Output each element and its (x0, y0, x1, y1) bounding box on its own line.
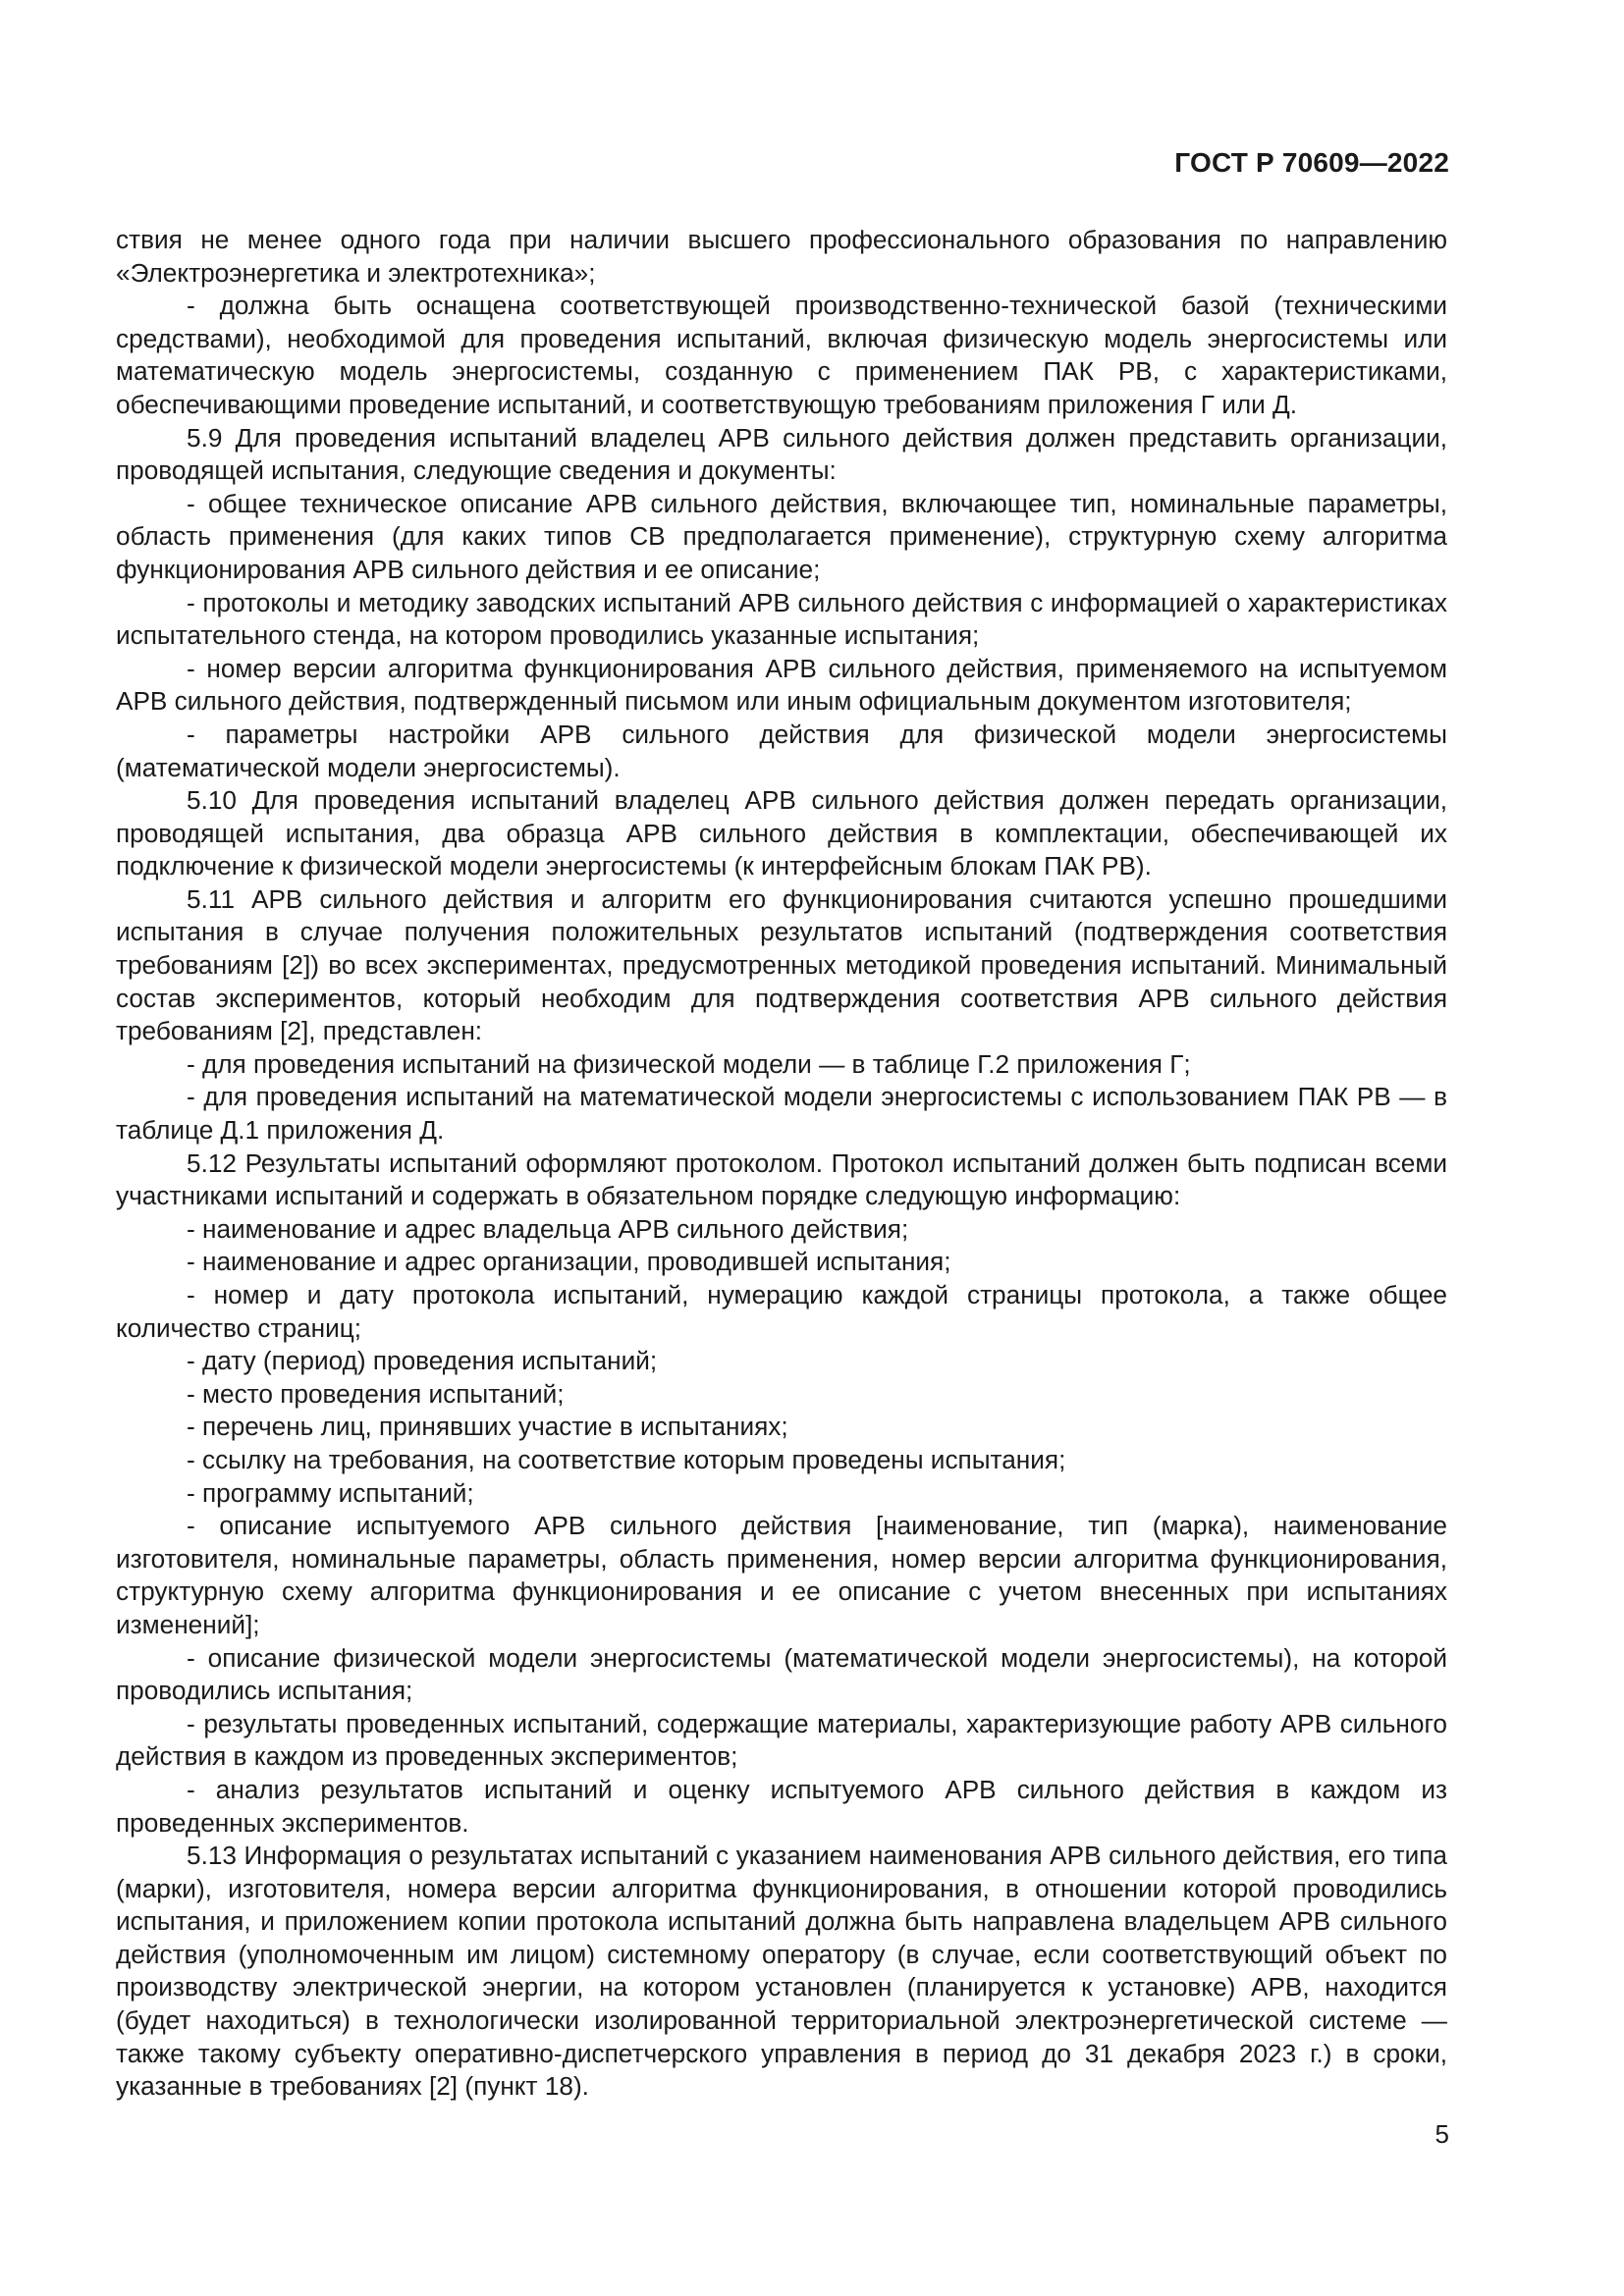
paragraph: - должна быть оснащена соответствующей производственно-технической базой (техническими средствами), необходимой для проведения испытаний, включая физическую модель энергосистемы или математическую модель энергосистемы, созданную с применением ПАК РВ, с характеристиками, обеспечивающими проведение испытаний, и соответствующую требованиям приложения Г или Д. (116, 291, 1447, 419)
paragraph: - место проведения испытаний; (187, 1378, 565, 1409)
paragraph: - ссылку на требования, на соответствие которым проведены испытания; (187, 1444, 1066, 1474)
paragraph: - для проведения испытаний на физической модели — в таблице Г.2 приложения Г; (187, 1048, 1191, 1079)
paragraph: - перечень лиц, принявших участие в испытаниях; (187, 1412, 788, 1442)
paragraph: - результаты проведенных испытаний, содержащие материалы, характеризующие работу АРВ сильного действия в каждом из проведенных экспериментов; (116, 1708, 1447, 1772)
paragraph: - дату (период) проведения испытаний; (187, 1346, 658, 1376)
paragraph: ствия не менее одного года при наличии высшего профессионального образования по направлению «Электроэнергетика и электротехника»; (116, 225, 1447, 288)
paragraph: 5.9 Для проведения испытаний владелец АРВ сильного действия должен представить организации, проводящей испытания, следующие сведения и документы: (116, 422, 1447, 486)
paragraph: - описание испытуемого АРВ сильного действия [наименование, тип (марка), наименование изготовителя, номинальные параметры, область применения, номер версии алгоритма функционирования, структурную схему алгоритма функционирования и ее описание с учетом внесенных при испытаниях изменений]; (116, 1511, 1447, 1639)
paragraph: - описание физической модели энергосистемы (математической модели энергосистемы), на которой проводились испытания; (116, 1642, 1447, 1706)
paragraph: 5.10 Для проведения испытаний владелец АРВ сильного действия должен передать организации, проводящей испытания, два образца АРВ сильного действия в комплектации, обеспечивающей их подключение к физической модели энергосистемы (к интерфейсным блокам ПАК РВ). (116, 785, 1447, 881)
paragraph: - номер и дату протокола испытаний, нумерацию каждой страницы протокола, а также общее количество страниц; (116, 1280, 1447, 1343)
page-number: 5 (1435, 2119, 1449, 2149)
document-header-id: ГОСТ Р 70609—2022 (1174, 147, 1449, 178)
paragraph: - общее техническое описание АРВ сильного действия, включающее тип, номинальные параметры, область применения (для каких типов СВ предполагается применение), структурную схему алгоритма функционирования АРВ сильного действия и ее описание; (116, 488, 1447, 584)
paragraph: - анализ результатов испытаний и оценку испытуемого АРВ сильного действия в каждом из проведенных экспериментов. (116, 1774, 1447, 1838)
paragraph: - наименование и адрес организации, проводившей испытания; (187, 1247, 951, 1277)
paragraph: 5.13 Информация о результатах испытаний с указанием наименования АРВ сильного действия, его типа (марки), изготовителя, номера версии алгоритма функционирования, в отношении которой проводились испытания, и приложением копии протокола испытаний должна быть направлена владельцем АРВ сильного действия (уполномоченным им лицом) системному оператору (в случае, если соответствующий объект по производству электрической энергии, на котором установлен (планируется к установке) АРВ, находится (будет находиться) в технологически изолированной территориальной электроэнергетической системе — также такому субъекту оперативно-диспетчерского управления в период до 31 декабря 2023 г.) в сроки, указанные в требованиях [2] (пункт 18). (116, 1841, 1447, 2102)
document-body (116, 224, 1447, 2104)
paragraph: - параметры настройки АРВ сильного действия для физической модели энергосистемы (математической модели энергосистемы). (116, 719, 1447, 782)
paragraph: - программу испытаний; (187, 1477, 474, 1508)
paragraph: - номер версии алгоритма функционирования АРВ сильного действия, применяемого на испытуемом АРВ сильного действия, подтвержденный письмом или иным официальным документом изготовителя; (116, 653, 1447, 717)
paragraph: 5.11 АРВ сильного действия и алгоритм его функционирования считаются успешно прошедшими испытания в случае получения положительных результатов испытаний (подтверждения соответствия требованиям [2]) во всех экспериментах, предусмотренных методикой проведения испытаний. Минимальный состав экспериментов, который необходим для подтверждения соответствия АРВ сильного действия требованиям [2], представлен: (116, 883, 1447, 1046)
paragraph: - наименование и адрес владельца АРВ сильного действия; (187, 1213, 909, 1244)
paragraph: - для проведения испытаний на математической модели энергосистемы с использованием ПАК РВ — в таблице Д.1 приложения Д. (116, 1082, 1447, 1146)
paragraph: - протоколы и методику заводских испытаний АРВ сильного действия с информацией о характеристиках испытательного стенда, на котором проводились указанные испытания; (116, 587, 1447, 651)
paragraph: 5.12 Результаты испытаний оформляют протоколом. Протокол испытаний должен быть подписан всеми участниками испытаний и содержать в обязательном порядке следующую информацию: (116, 1148, 1447, 1211)
